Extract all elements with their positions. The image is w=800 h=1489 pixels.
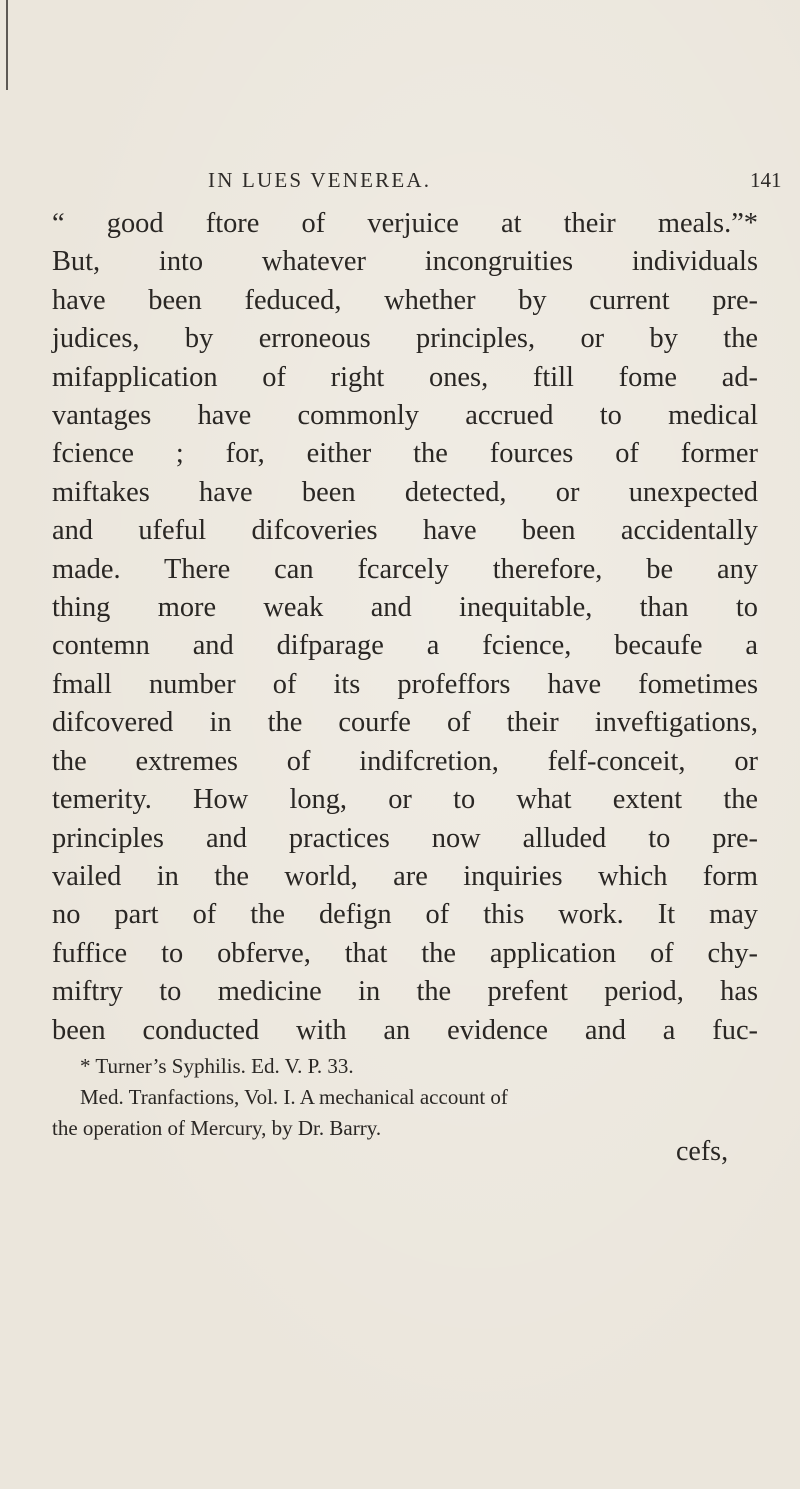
text-line: “ good ftore of verjuice at their meals.”* [52,208,758,239]
text-line: vantages have commonly accrued to medical [52,400,758,432]
text-line: principles and practices now alluded to pre- [52,822,758,854]
text-line: difcovered in the courfe of their inveftigations, [52,707,758,739]
text-line: no part of the defign of this work. It may [52,899,758,931]
text-line: fuffice to obferve, that the application of chy- [52,937,758,969]
footnote-line: Med. Tranfactions, Vol. I. A mechanical account of [80,1085,508,1109]
text-line: judices, by erroneous principles, or by the [52,323,758,355]
body-text [52,205,758,1050]
footnote-line: * Turner’s Syphilis. Ed. V. P. 33. [80,1054,354,1078]
text-line: temerity. How long, or to what extent the [52,784,758,816]
text-line: have been feduced, whether by current pre- [52,284,758,316]
text-line: contemn and difparage a fcience, becaufe a [52,630,758,662]
text-line: and ufeful difcoveries have been accidentally [52,515,758,547]
text-line: fcience ; for, either the fources of former [52,438,758,470]
text-line: made. There can fcarcely therefore, be any [52,553,758,585]
footnotes [52,1051,758,1144]
footnote-line: the operation of Mercury, by Dr. Barry. [52,1116,382,1140]
text-line: miftakes have been detected, or unexpected [52,476,758,508]
text-line: miftry to medicine in the prefent period, has [52,976,758,1008]
page-number: 141 [750,168,782,192]
text-line: fmall number of its profeffors have fometimes [52,668,758,700]
catchword: cefs, [676,1136,729,1167]
text-line: the extremes of indifcretion, felf-conceit, or [52,745,758,777]
text-line: been conducted with an evidence and a fuc- [52,1014,758,1046]
running-head: IN LUES VENEREA. [208,168,432,192]
scan-edge [0,0,8,90]
text-line: But, into whatever incongruities individuals [52,246,758,278]
text-line: thing more weak and inequitable, than to [52,592,758,624]
text-line: vailed in the world, are inquiries which form [52,860,758,892]
text-line: mifapplication of right ones, ftill fome ad- [52,361,758,393]
